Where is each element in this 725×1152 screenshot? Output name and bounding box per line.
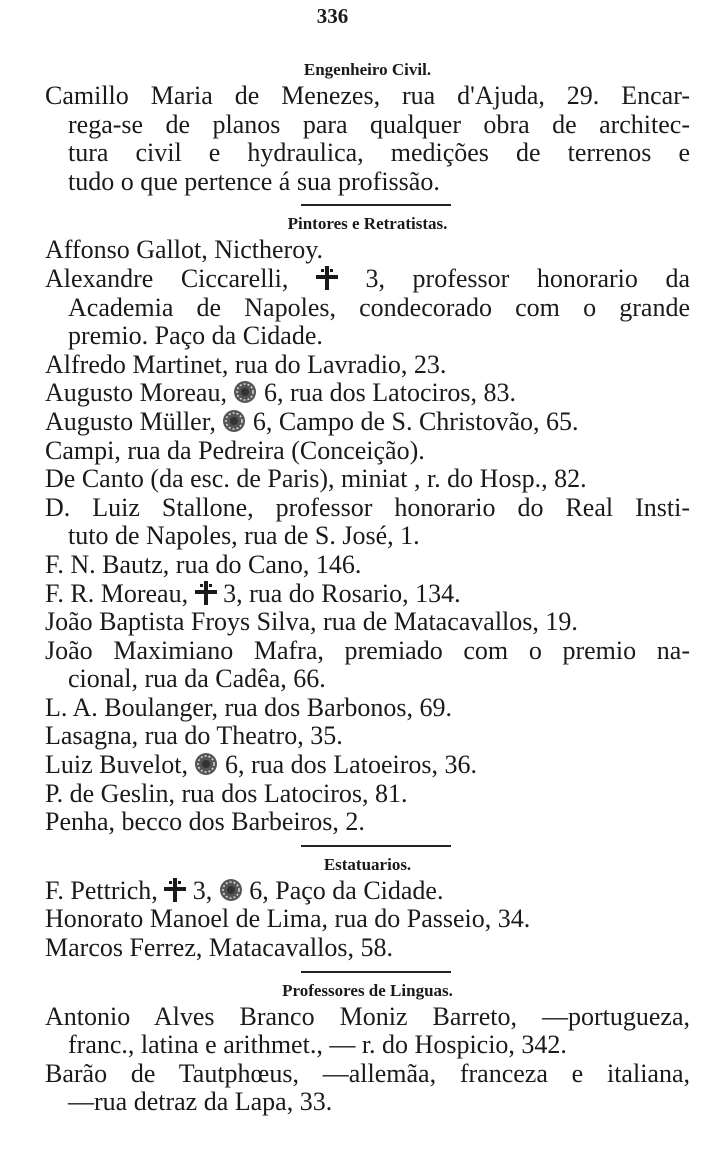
entry-line [45,877,690,906]
entry-line [45,82,690,111]
directory-entry [45,351,690,380]
entry-text: 6, Campo de S. Christovão, 65. [246,406,579,436]
directory-entry [45,236,690,265]
directory-entry [45,379,690,408]
entry-text: rega-se de planos para qualquer obra de architec- [68,109,690,139]
section-divider [301,845,451,847]
entry-text: 3, rua do Rosario, 134. [216,578,461,608]
entry-text: João Baptista Froys Silva, rua de Matacavallos, 19. [45,607,578,637]
entry-text: 3, professor honorario da [337,263,690,293]
entry-text: Alexandre Ciccarelli, [45,263,316,293]
directory-entry [45,494,690,551]
entry-line [45,580,690,609]
directory-entry [45,637,690,694]
entry-text: Luiz Buvelot, [45,750,195,780]
entry-line [45,722,690,751]
entry-text: F. R. Moreau, [45,578,195,608]
page-number: 336 [316,4,349,28]
directory-entry [45,608,690,637]
page-content [45,58,690,1117]
entry-text: Antonio Alves Branco Moniz Barreto, —portugueza, [45,1001,690,1031]
entry-text: 3, [186,875,219,905]
directory-entry [45,1060,690,1117]
entry-line [45,379,690,408]
entry-text: 6, rua dos Latoeiros, 36. [218,750,477,780]
entry-text: franc., latina e arithmet., — r. do Hospicio, 342. [68,1030,567,1060]
section-heading: Estatuarios. [323,854,412,874]
entry-line [45,1031,690,1060]
entry-text: premio. Paço da Cidade. [68,321,323,351]
entry-text: Camillo Maria de Menezes, rua d'Ajuda, 29. Encar- [45,81,690,110]
entry-line [45,322,690,351]
entry-line [45,294,690,323]
entry-line [45,408,690,437]
entry-line [45,111,690,140]
entry-line [45,139,690,168]
entry-line [45,780,690,809]
section-divider [301,971,451,973]
entry-text: tuto de Napoles, rua de S. José, 1. [68,521,420,551]
directory-entry [45,780,690,809]
section-heading: Professores de Linguas. [282,980,453,1000]
entry-text: F. Pettrich, [45,875,165,905]
entry-line [45,236,690,265]
entry-line [45,168,690,197]
entry-text: Marcos Ferrez, Matacavallos, 58. [45,933,393,963]
entry-text: 6, Paço da Cidade. [242,875,444,905]
entry-line [45,465,690,494]
entry-text: F. N. Bautz, rua do Cano, 146. [45,549,362,579]
entry-line [45,934,690,963]
entry-text: —rua detraz da Lapa, 33. [68,1087,333,1117]
entry-text: Affonso Gallot, Nictheroy. [45,235,324,265]
entry-text: tura civil e hydraulica, medições de terrenos e [68,138,690,168]
entry-line [45,905,690,934]
entry-line [45,665,690,694]
entry-text: Honorato Manoel de Lima, rua do Passeio, 34. [45,904,531,934]
entry-line [45,1088,690,1117]
entry-text: L. A. Boulanger, rua dos Barbonos, 69. [45,692,452,722]
directory-entry [45,808,690,837]
entry-text: Penha, becco dos Barbeiros, 2. [45,807,365,837]
entry-text: Barão de Tautphœus, —allemãa, franceza e italiana, [45,1058,690,1088]
directory-entry [45,408,690,437]
section-divider [301,204,451,206]
entry-text: D. Luiz Stallone, professor honorario do Real Insti- [45,492,690,522]
directory-entry [45,877,690,906]
entry-line [45,808,690,837]
directory-entry [45,580,690,609]
entry-text: tudo o que pertence á sua profissão. [68,166,440,196]
entry-text: Academia de Napoles, condecorado com o grande [68,292,690,322]
entry-text: De Canto (da esc. de Paris), miniat , r. do Hosp., 82. [45,464,587,494]
entry-text: P. de Geslin, rua dos Latociros, 81. [45,778,408,808]
entry-text: cional, rua da Cadêa, 66. [68,664,326,694]
entry-line [45,351,690,380]
directory-entry [45,465,690,494]
entry-line [45,437,690,466]
directory-entry [45,934,690,963]
entry-line [45,522,690,551]
directory-entry [45,1003,690,1060]
directory-entry [45,905,690,934]
entry-text: João Maximiano Mafra, premiado com o premio na- [45,635,690,665]
entry-text: Alfredo Martinet, rua do Lavradio, 23. [45,349,447,379]
directory-entry [45,694,690,723]
directory-entry [45,437,690,466]
entry-line [45,751,690,780]
entry-text: Augusto Moreau, [45,378,234,408]
directory-entry [45,722,690,751]
entry-line [45,494,690,523]
entry-line [45,694,690,723]
section-heading: Engenheiro Civil. [303,60,432,79]
directory-entry [45,751,690,780]
entry-text: Lasagna, rua do Theatro, 35. [45,721,343,751]
entry-line [45,608,690,637]
directory-entry [45,551,690,580]
entry-text: 6, rua dos Latociros, 83. [257,378,516,408]
entry-text: Campi, rua da Pedreira (Conceição). [45,435,425,465]
entry-line [45,1060,690,1089]
entry-text: Augusto Müller, [45,406,223,436]
section-heading: Pintores e Retratistas. [287,214,448,234]
directory-entry [45,82,690,196]
entry-line [45,265,690,294]
directory-entry [45,265,690,351]
entry-line [45,1003,690,1032]
entry-line [45,637,690,666]
entry-line [45,551,690,580]
